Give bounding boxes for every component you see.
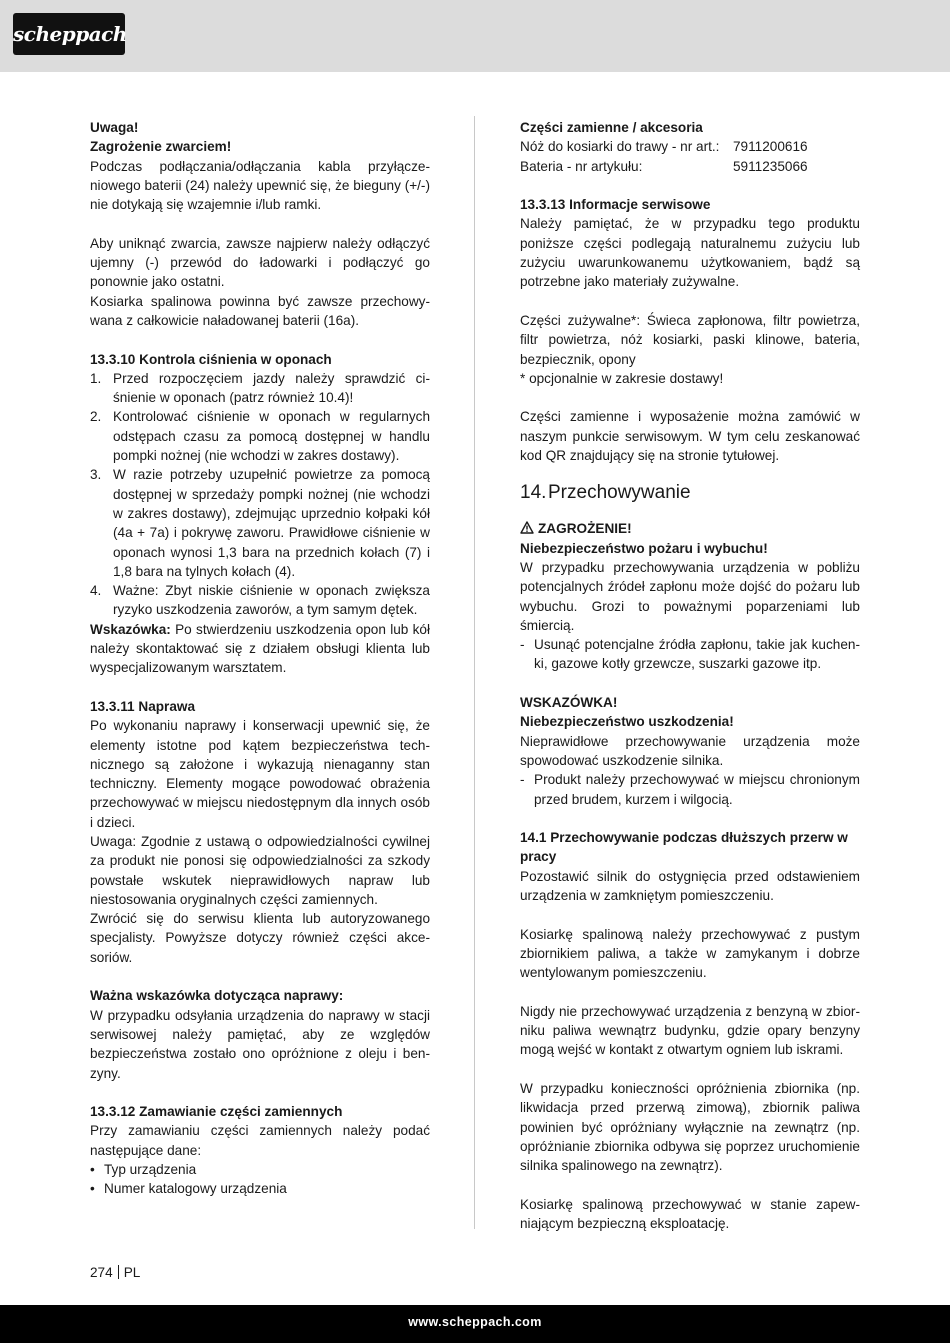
storage-paragraph-3: Nigdy nie przechowywać urządzenia z benzyną w zbiorniku paliwa wewnątrz budynku, gdzie opary benzyny mogą wejść w kontakt z otwartym ogniem lub iskrami. xyxy=(520,1003,860,1058)
storage-paragraph-5: Kosiarkę spalinową przechowywać w stanie zapewniającym bezpieczną eksploatację. xyxy=(520,1196,860,1232)
section-13-3-13-heading: 13.3.13 Informacje serwisowe xyxy=(520,197,711,213)
scheppach-logo: scheppach xyxy=(13,13,125,55)
list-item: - Produkt należy przechowywać w miejscu chronionym przed brudem, kurzem i wilgocią. xyxy=(520,772,860,807)
storage-paragraph-1: Pozostawić silnik do ostygnięcia przed odstawieniem urządzenia w zamkniętym pomieszczeniu. xyxy=(520,868,860,903)
website-link[interactable]: www.scheppach.com xyxy=(408,1315,542,1329)
section-13-3-11-heading: 13.3.11 Naprawa xyxy=(90,698,196,714)
repair-paragraph-1: Po wykonaniu naprawy i konserwacji upewnić się, że elementy istotne pod kątem bezpieczeństwa technicznego są założone i wykazują nienaganny stan techniczny. Elementy mogące powodować obrażenia przechowywać w miejscu niedostępnym dla innych osób i dzieci. xyxy=(90,718,430,830)
left-column xyxy=(90,118,430,1199)
danger-list xyxy=(520,635,860,674)
tire-hint-paragraph: Wskazówka: Po stwierdzeniu uszkodzenia opon lub kół należy skontaktować się z działem obsługi klienta lub wyspecjalizowanym warsztatem. xyxy=(90,621,430,676)
service-paragraph-2: Części zużywalne*: Świeca zapłonowa, filtr powietrza, filtr powietrza, nóż kosiarki, paski klinowe, bateria, bezpiecznik, opony xyxy=(520,312,860,367)
page-number-separator xyxy=(118,1265,119,1279)
note-heading: Niebezpieczeństwo uszkodzenia! xyxy=(520,714,734,730)
list-item: 1. Przed rozpoczęciem jazdy należy sprawdzić ciśnienie w oponach (patrz również 10.4)! xyxy=(90,370,430,406)
section-13-3-12-heading: 13.3.12 Zamawianie części zamiennych xyxy=(90,1104,343,1120)
danger-heading: Niebezpieczeństwo pożaru i wybuchu! xyxy=(520,540,768,556)
list-item: 2. Kontrolować ciśnienie w oponach w regularnych odstępach czasu za pomocą dostępnej w handlu pompki nożnej (nie wchodzi w zakres dostawy). xyxy=(90,409,430,464)
column-divider xyxy=(474,116,475,1229)
list-item: 3. W razie potrzeby uzupełnić powietrze za pomocą dostępnej w sprzedaży pompki nożnej (nie wchodzi w zakres dostawy), zdejmując uprzednio kołpaki kół (4a + 7a) i pokrywę zaworu. Prawidłowe ciśnienie w oponach wynosi 1,3 bara na przednich kołach (7) i 1,8 bara na tylnych kołach (4). xyxy=(90,467,430,579)
spare-parts-heading: Części zamienne / akcesoria xyxy=(520,120,703,135)
page-footer xyxy=(0,1305,950,1343)
warning-triangle-icon xyxy=(520,521,534,534)
danger-label: ZAGROŻENIE! xyxy=(520,519,860,538)
storage-paragraph-2: Kosiarkę spalinową należy przechowywać z pustym zbiornikiem paliwa, a także w zamykanym i dobrze wentylowanym pomieszczeniu. xyxy=(520,926,860,981)
uwaga-heading: Uwaga! xyxy=(90,120,139,135)
repair-notice-paragraph: W przypadku odsyłania urządzenia do naprawy w stacji serwisowej należy pamiętać, aby ze względów bezpieczeństwa zostało ono opróżnione z oleju i benzyny. xyxy=(90,1007,430,1081)
repair-paragraph-2: Uwaga: Zgodnie z ustawą o odpowiedzialności cywilnej za produkt nie ponosi się odpowiedzialności za szkody powstałe wskutek nieprawidłowych napraw lub niestosowania oryginalnych części zamiennych. xyxy=(90,833,430,907)
note-paragraph: Nieprawidłowe przechowywanie urządzenia może spowodować uszkodzenie silnika. xyxy=(520,733,860,768)
section-14-1-heading: 14.1 Przechowywanie podczas dłuższych przerw w pracy xyxy=(520,830,848,865)
list-item: • Numer katalogowy urządzenia xyxy=(90,1181,287,1197)
spare-part-row: Bateria - nr artykułu: 5911235066 xyxy=(520,158,808,174)
section-14-heading: 14.Przechowywanie xyxy=(520,482,691,504)
tire-pressure-steps xyxy=(90,369,430,620)
short-circuit-paragraph-3: Kosiarka spalinowa powinna być zawsze przechowywana z całkowicie naładowanej baterii (16a). xyxy=(90,293,430,328)
page-number: 274 PL xyxy=(90,1265,141,1280)
page-header xyxy=(0,0,950,72)
service-paragraph-1: Należy pamiętać, że w przypadku tego produktu poniższe części podlegają naturalnemu zużyciu lub zużyciu uwarunkowanemu użytkowaniem, bądź są potrzebne jako materiały zużywalne. xyxy=(520,216,860,290)
repair-notice-heading: Ważna wskazówka dotycząca naprawy: xyxy=(90,988,344,1004)
order-data-list xyxy=(90,1160,430,1199)
storage-paragraph-4: W przypadku konieczności opróżnienia zbiornika (np. likwidacja przed przerwą zimową), zbiornik paliwa powinien być opróżniany wyłącznie na zewnątrz (np. opróżnianie zbiornika odbywa się poprzez uruchomienie silnika spalinowego na zewnątrz). xyxy=(520,1080,860,1174)
service-paragraph-4: Części zamienne i wyposażenie można zamówić w naszym punkcie serwisowym. W tym celu zeskanować kod QR znajdujący się na stronie tytułowej. xyxy=(520,409,860,464)
repair-paragraph-3: Zwrócić się do serwisu klienta lub autoryzowanego specjalisty. Powyższe dotyczy również części akcesoriów. xyxy=(90,911,430,965)
list-item: - Usunąć potencjalne źródła zapłonu, takie jak kuchenki, gazowe kotły grzewcze, suszarki gazowe itp. xyxy=(520,637,860,672)
short-circuit-heading: Zagrożenie zwarciem! xyxy=(90,139,232,155)
danger-paragraph: W przypadku przechowywania urządzenia w pobliżu potencjalnych źródeł zapłonu może dojść do pożaru lub wybuchu. Grozi to poważnymi poparzeniami lub śmiercią. xyxy=(520,559,860,633)
note-list xyxy=(520,770,860,809)
note-label: WSKAZÓWKA! xyxy=(520,695,618,711)
section-13-3-10-heading: 13.3.10 Kontrola ciśnienia w oponach xyxy=(90,351,332,367)
short-circuit-paragraph-1: Podczas podłączania/odłączania kabla przyłączeniowego baterii (24) należy upewnić się, że bieguny (+/-) nie dotykają się wzajemnie i/lub ramki. xyxy=(90,158,430,213)
spare-part-row: Nóż do kosiarki do trawy - nr art.: 7911200616 xyxy=(520,139,808,155)
right-column xyxy=(520,118,860,1233)
list-item: • Typ urządzenia xyxy=(90,1162,197,1178)
short-circuit-paragraph-2: Aby uniknąć zwarcia, zawsze najpierw należy odłączyć ujemny (-) przewód do ładowarki i podłączyć go ponownie jako ostatni. xyxy=(90,235,430,290)
list-item: 4. Ważne: Zbyt niskie ciśnienie w oponach zwiększa ryzyko uszkodzenia zaworów, a tym samym dętek. xyxy=(90,583,430,618)
service-paragraph-3: * opcjonalnie w zakresie dostawy! xyxy=(520,370,724,386)
spare-parts-order-paragraph: Przy zamawianiu części zamiennych należy podać następujące dane: xyxy=(90,1123,430,1158)
